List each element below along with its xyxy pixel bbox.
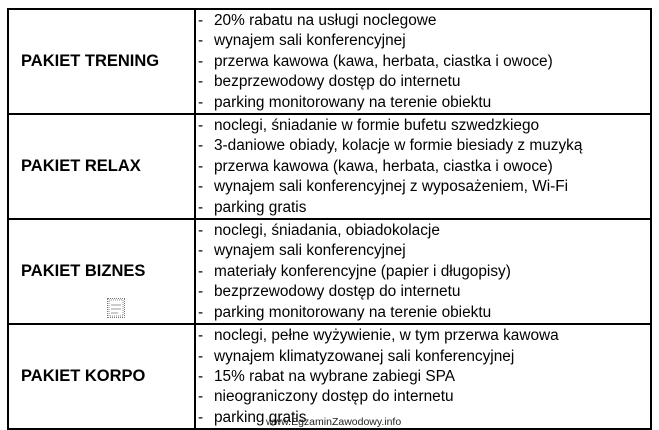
- list-item: [198, 157, 650, 177]
- list-item: [198, 367, 650, 387]
- list-item: [198, 347, 650, 367]
- item-text: 3-daniowe obiady, kolacje w formie biesiady z muzyką: [214, 137, 583, 155]
- bullet-dash: -: [198, 347, 204, 365]
- item-text: parking gratis: [214, 198, 307, 216]
- bullet-dash: -: [198, 198, 204, 216]
- item-text: wynajem sali konferencyjnej z wyposażeniem, Wi-Fi: [214, 178, 569, 196]
- item-text: noclegi, śniadania, obiadokolacje: [214, 222, 440, 240]
- bullet-dash: -: [198, 12, 204, 29]
- bullet-dash: -: [198, 32, 204, 50]
- package-name: PAKIET BIZNES: [8, 219, 195, 324]
- bullet-dash: -: [198, 222, 204, 240]
- item-text: 15% rabat na wybrane zabiegi SPA: [214, 367, 455, 385]
- list-item: [198, 221, 650, 241]
- item-text: wynajem klimatyzowanej sali konferencyjnej: [214, 347, 515, 365]
- list-item: [198, 11, 650, 31]
- bullet-dash: -: [198, 388, 204, 406]
- list-item: [198, 262, 650, 282]
- item-text: parking gratis: [214, 408, 307, 426]
- bullet-dash: -: [198, 137, 204, 155]
- list-item: [198, 198, 650, 218]
- list-item: [198, 52, 650, 72]
- item-text: noclegi, pełne wyżywienie, w tym przerwa kawowa: [214, 327, 559, 345]
- item-text: parking monitorowany na terenie obiektu: [214, 93, 492, 111]
- package-items: [195, 9, 651, 114]
- item-text: noclegi, śniadanie w formie bufetu szwedzkiego: [214, 117, 540, 135]
- item-text: nieograniczony dostęp do internetu: [214, 388, 454, 406]
- bullet-dash: -: [198, 408, 204, 426]
- package-row: [8, 324, 651, 429]
- list-item: [198, 72, 650, 92]
- bullet-dash: -: [198, 327, 204, 345]
- list-item: [198, 136, 650, 156]
- list-item: [198, 303, 650, 323]
- package-items: [195, 219, 651, 324]
- item-text: materiały konferencyjne (papier i długopisy): [214, 262, 511, 280]
- bullet-dash: -: [198, 157, 204, 175]
- list-item: [198, 326, 650, 346]
- package-name: PAKIET RELAX: [8, 114, 195, 219]
- package-row: [8, 9, 651, 114]
- bullet-dash: -: [198, 52, 204, 70]
- bullet-dash: -: [198, 73, 204, 91]
- item-text: wynajem sali konferencyjnej: [214, 32, 406, 50]
- bullet-dash: -: [198, 93, 204, 111]
- bullet-dash: -: [198, 242, 204, 260]
- item-text: wynajem sali konferencyjnej: [214, 242, 406, 260]
- list-item: [198, 93, 650, 113]
- list-item: [198, 241, 650, 261]
- list-item: [198, 177, 650, 197]
- package-items: [195, 114, 651, 219]
- bullet-dash: -: [198, 117, 204, 135]
- package-items: [195, 324, 651, 429]
- item-text: 20% rabatu na usługi noclegowe: [214, 12, 437, 29]
- source-watermark: www.EgzaminZawodowy.info: [266, 416, 402, 428]
- package-name: PAKIET KORPO: [8, 324, 195, 429]
- bullet-dash: -: [198, 367, 204, 385]
- package-row: [8, 219, 651, 324]
- scan-artifact-icon: [107, 298, 125, 318]
- bullet-dash: -: [198, 283, 204, 301]
- bullet-dash: -: [198, 303, 204, 321]
- item-text: bezprzewodowy dostęp do internetu: [214, 73, 461, 91]
- list-item: [198, 387, 650, 407]
- bullet-dash: -: [198, 262, 204, 280]
- item-text: przerwa kawowa (kawa, herbata, ciastka i owoce): [214, 52, 553, 70]
- list-item: [198, 116, 650, 136]
- item-text: bezprzewodowy dostęp do internetu: [214, 283, 461, 301]
- list-item: [198, 31, 650, 51]
- package-row: [8, 114, 651, 219]
- packages-table: [7, 8, 652, 430]
- package-name: PAKIET TRENING: [8, 9, 195, 114]
- item-text: parking monitorowany na terenie obiektu: [214, 303, 492, 321]
- bullet-dash: -: [198, 178, 204, 196]
- item-text: przerwa kawowa (kawa, herbata, ciastka i owoce): [214, 157, 553, 175]
- list-item: [198, 282, 650, 302]
